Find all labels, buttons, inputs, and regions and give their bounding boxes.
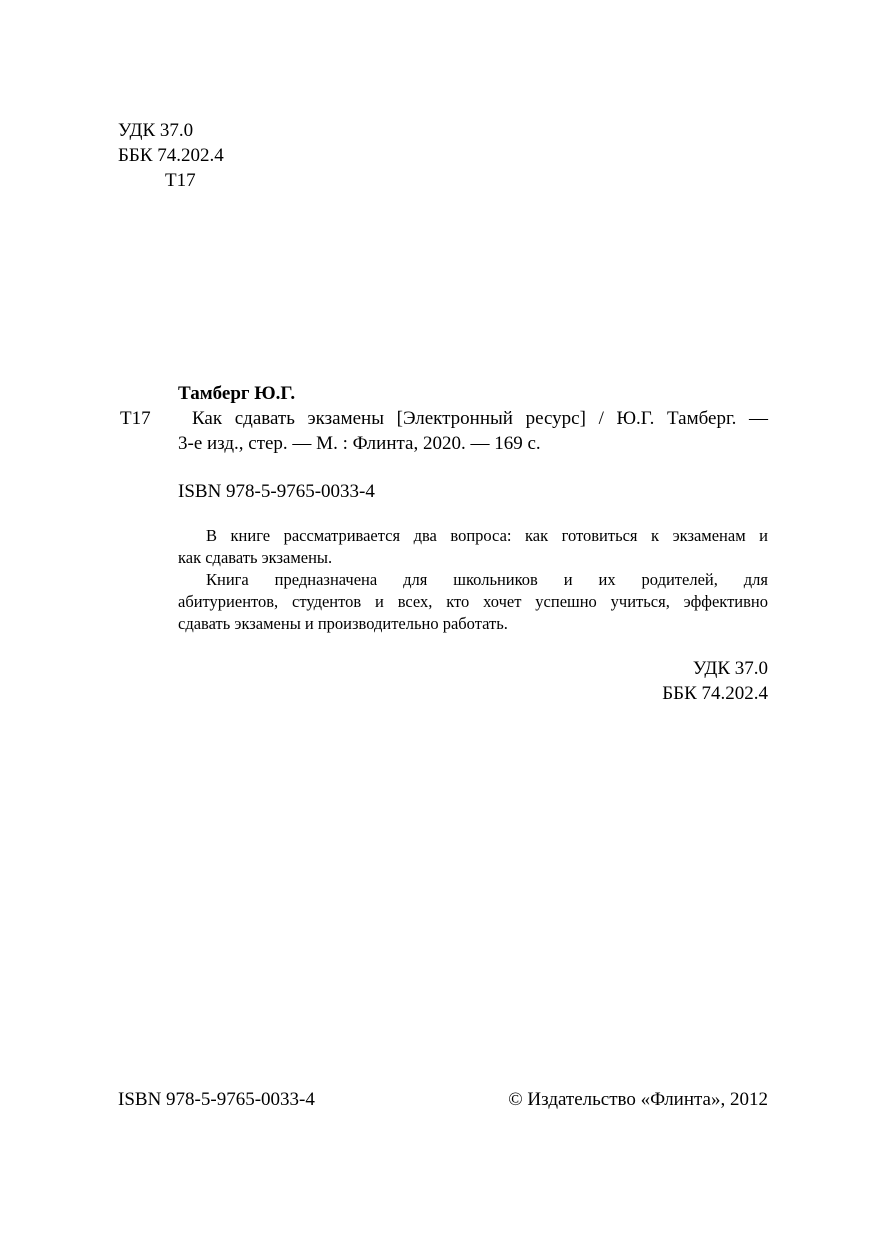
bbk-index-top: ББК 74.202.4: [118, 145, 224, 166]
annotation-line-2: как сдавать экзамены.: [178, 548, 333, 567]
annotation-line-3: Книга предназначена для школьников и их родителей, для: [206, 570, 768, 589]
author-code: Т17: [120, 408, 151, 429]
annotation-line-5: сдавать экзамены и производительно работать.: [178, 614, 508, 633]
title-line-1: Как сдавать экзамены [Электронный ресурс] / Ю.Г. Тамберг. —: [192, 408, 768, 429]
bbk-index-right: ББК 74.202.4: [662, 683, 768, 704]
isbn-footer: ISBN 978-5-9765-0033-4: [118, 1089, 315, 1110]
copyright-notice: © Издательство «Флинта», 2012: [508, 1089, 768, 1110]
author-code-top: Т17: [165, 170, 196, 191]
isbn-entry: ISBN 978-5-9765-0033-4: [178, 481, 375, 502]
title-line-2: 3-е изд., стер. — М. : Флинта, 2020. — 169 с.: [178, 433, 541, 454]
author-name: Тамберг Ю.Г.: [178, 383, 296, 404]
annotation-line-4: абитуриентов, студентов и всех, кто хочет успешно учиться, эффективно: [178, 592, 768, 611]
annotation-line-1: В книге рассматривается два вопроса: как готовиться к экзаменам и: [206, 526, 768, 545]
udk-index-top: УДК 37.0: [118, 120, 194, 141]
udk-index-right: УДК 37.0: [692, 658, 768, 679]
